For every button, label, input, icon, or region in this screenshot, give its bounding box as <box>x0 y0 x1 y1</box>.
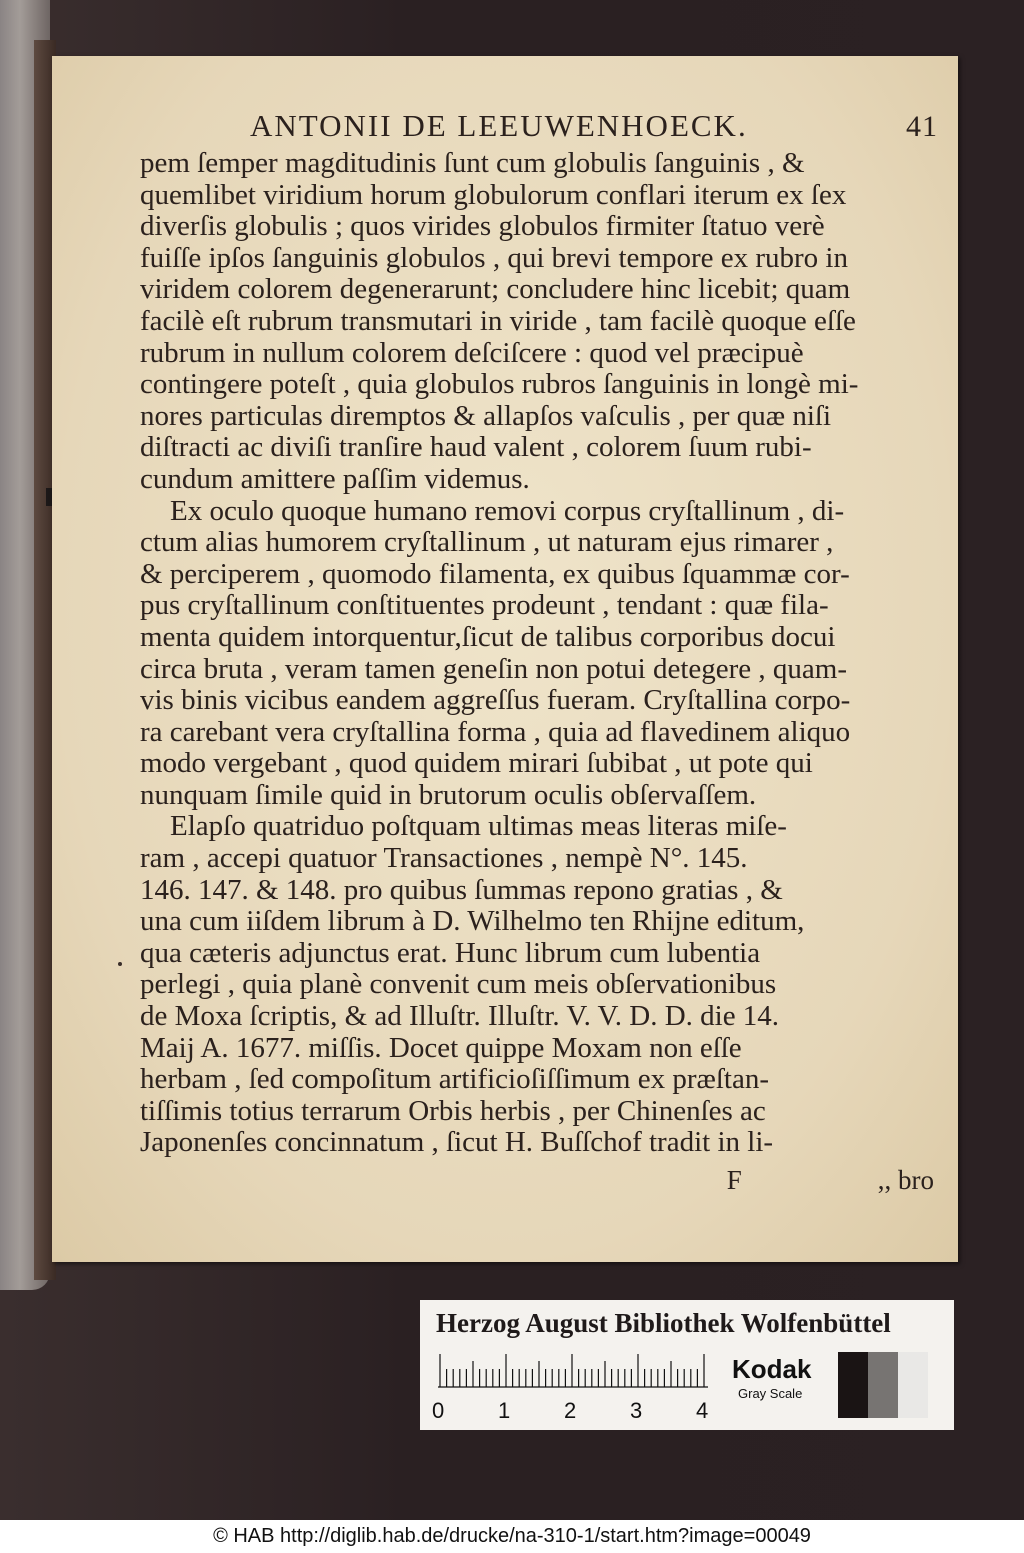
text-line: Ex oculo quoque humano removi corpus cryſtallinum , di- <box>170 495 845 527</box>
text-line: Elapſo quatriduo poſtquam ultimas meas literas miſe- <box>170 811 787 843</box>
gray-swatches <box>838 1352 928 1418</box>
ruler-numbers <box>432 1398 722 1424</box>
text-line: diverſis globulis ; quos virides globulos firmiter ſtatuo verè <box>140 211 825 243</box>
ruler-number: 3 <box>630 1398 643 1423</box>
running-header <box>140 108 940 148</box>
ruler-number: 0 <box>432 1398 445 1423</box>
ruler-number: 2 <box>564 1398 577 1423</box>
text-line: Maij A. 1677. miſſis. Docet quippe Moxam non eſſe <box>140 1032 742 1064</box>
text-line: circa bruta , veram tamen geneſin non potui detegere , quam- <box>140 653 847 685</box>
gray-scale-caption: Gray Scale <box>738 1386 803 1401</box>
gray-swatch <box>868 1352 898 1418</box>
text-line: quemlibet viridium horum globulorum conflari iterum ex ſex <box>140 179 847 211</box>
ruler-scale <box>438 1354 708 1388</box>
signature-mark: F <box>726 1165 742 1195</box>
text-line: qua cæteris adjunctus erat. Hunc librum cum lubentia <box>140 937 761 969</box>
page-content <box>140 108 940 1199</box>
text-line: diſtracti ac diviſi tranſire haud valent , colorem ſuum rubi- <box>140 432 812 464</box>
body-text <box>140 148 940 1159</box>
ruler-number: 4 <box>696 1398 709 1423</box>
gray-swatch <box>838 1352 868 1418</box>
text-line: de Moxa ſcriptis, & ad Illuſtr. Illuſtr. V. V. D. D. die 14. <box>140 1001 780 1033</box>
text-line: Japonenſes concinnatum , ſicut H. Buſſchof tradit in li- <box>140 1127 774 1159</box>
text-line: tiſſimis totius terrarum Orbis herbis , per Chinenſes ac <box>140 1095 766 1127</box>
text-line: contingere poteſt , quia globulos rubros ſanguinis in longè mi- <box>140 369 859 401</box>
text-line: pus cryſtallinum conſtituentes prodeunt , tendant : quæ fila- <box>140 590 829 622</box>
text-line: menta quidem intorquentur,ſicut de talibus corporibus docui <box>140 621 836 653</box>
text-line: cundum amittere paſſim videmus. <box>140 463 530 495</box>
text-line: herbam , ſed compoſitum artificioſiſſimum ex præſtan- <box>140 1064 769 1096</box>
text-line: vis binis vicibus eandem aggreſſus fueram. Cryſtallina corpo- <box>140 685 851 717</box>
running-title: ANTONII DE LEEUWENHOECK. <box>250 108 748 143</box>
text-line: una cum iiſdem librum à D. Wilhelmo ten Rhijne editum, <box>140 906 805 938</box>
text-line: modo vergebant , quod quidem mirari ſubibat , ut pote qui <box>140 748 813 780</box>
ruler-number: 1 <box>498 1398 511 1423</box>
kodak-logo: Kodak <box>732 1354 812 1384</box>
text-line: viridem colorem degenerarunt; concludere hinc licebit; quam <box>140 274 851 306</box>
text-line: 146. 147. & 148. pro quibus ſummas repono gratias , & <box>140 874 783 906</box>
page-number: 41 <box>906 110 938 143</box>
paper-speck <box>118 962 122 966</box>
text-line: perlegi , quia planè convenit cum meis obſervationibus <box>140 969 777 1001</box>
catchword: ,, bro <box>877 1165 934 1195</box>
text-line: & perciperem , quomodo filamenta, ex quibus ſquammæ cor- <box>140 558 850 590</box>
text-line: rubrum in nullum colorem deſciſcere : quod vel præcipuè <box>140 337 804 369</box>
text-line: ctum alias humorem cryſtallinum , ut naturam ejus rimarer , <box>140 527 834 559</box>
gray-swatch <box>898 1352 928 1418</box>
text-line: ram , accepi quatuor Transactiones , nempè N°. 145. <box>140 843 748 875</box>
text-line: pem ſemper magditudinis ſunt cum globulis ſanguinis , & <box>140 148 805 179</box>
text-line: nunquam ſimile quid in brutorum oculis obſervaſſem. <box>140 779 757 811</box>
color-calibration-label <box>420 1300 954 1430</box>
text-line: ra carebant vera cryſtallina forma , quia ad flavedinem aliquo <box>140 716 851 748</box>
page-footer-marks <box>140 1165 940 1199</box>
text-line: facilè eſt rubrum transmutari in viride , tam facilè quoque eſſe <box>140 305 856 337</box>
book-page <box>52 56 958 1262</box>
text-line: nores particulas diremptos & allapſos vaſculis , per quæ niſi <box>140 400 832 432</box>
copyright-footer: © HAB http://diglib.hab.de/drucke/na-310-1/start.htm?image=00049 <box>0 1520 1024 1553</box>
institution-name: Herzog August Bibliothek Wolfenbüttel <box>436 1308 891 1338</box>
text-line: fuiſſe ipſos ſanguinis globulos , qui brevi tempore ex rubro in <box>140 242 848 274</box>
